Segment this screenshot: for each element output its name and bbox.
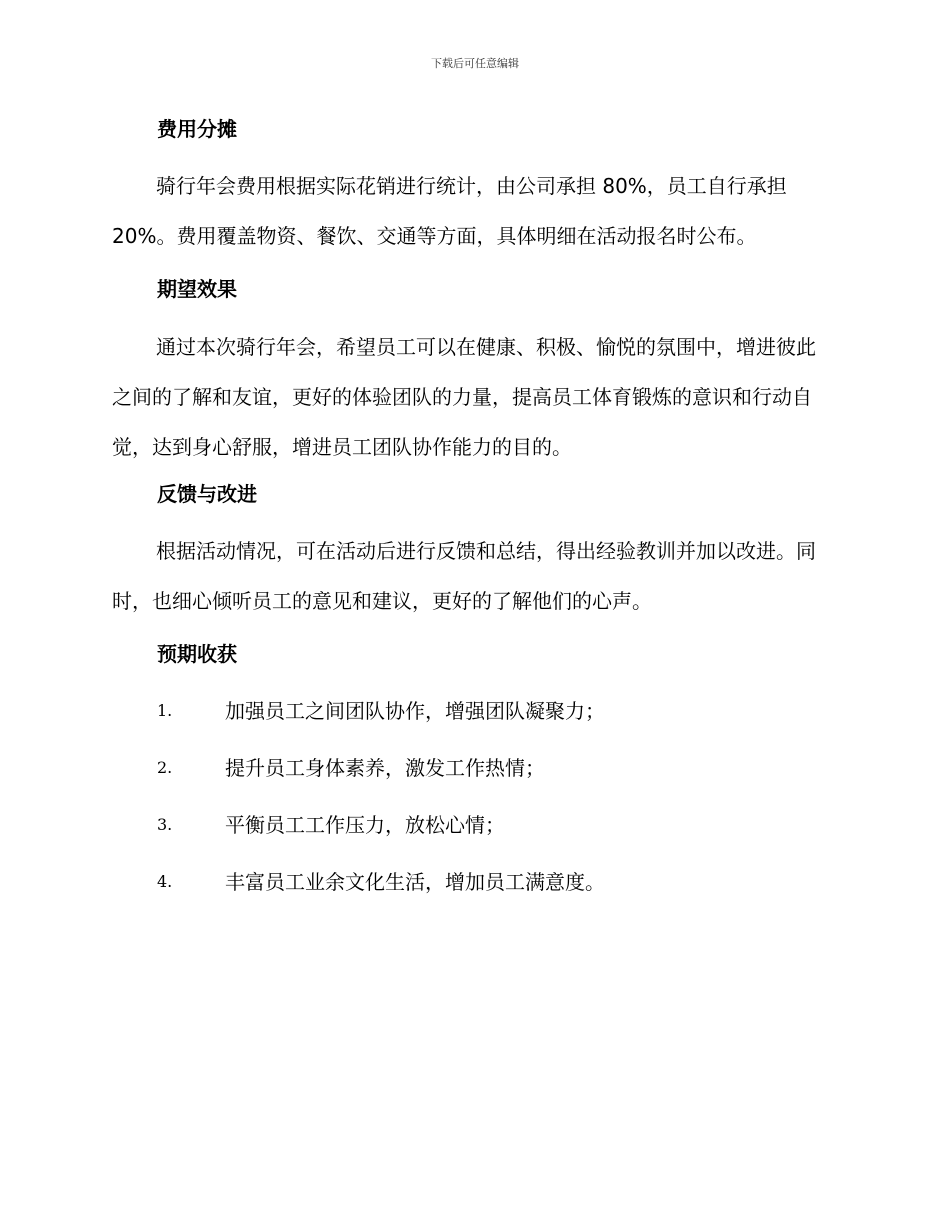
list-item [157, 753, 797, 783]
section-heading-cost-sharing: 费用分摊 [157, 117, 237, 141]
list-item-text: 平衡员工工作压力，放松心情； [225, 813, 505, 837]
list-item-number: 1. [157, 701, 173, 720]
list-item-number: 4. [157, 872, 173, 891]
list-item-number: 2. [157, 758, 173, 777]
section-heading-feedback: 反馈与改进 [157, 482, 257, 506]
list-item-text: 提升员工身体素养，激发工作热情； [225, 756, 545, 780]
page-header: 下载后可任意编辑 [431, 57, 519, 70]
list-item [157, 810, 797, 840]
list-item [157, 696, 797, 726]
list-item-text: 加强员工之间团队协作，增强团队凝聚力； [225, 699, 605, 723]
list-item [157, 867, 797, 897]
list-item-text: 丰富员工业余文化生活，增加员工满意度。 [225, 870, 605, 894]
section-paragraph-feedback: 根据活动情况，可在活动后进行反馈和总结，得出经验教训并加以改进。同时，也细心倾听员工的意见和建议，更好的了解他们的心声。 [112, 539, 816, 613]
section-paragraph-expected-effect: 通过本次骑行年会，希望员工可以在健康、积极、愉悦的氛围中，增进彼此之间的了解和友谊，更好的体验团队的力量，提高员工体育锻炼的意识和行动自觉，达到身心舒服，增进员工团队协作能力的目的。 [112, 335, 816, 459]
section-paragraph-cost-sharing: 骑行年会费用根据实际花销进行统计，由公司承担 80%，员工自行承担 20%。费用覆盖物资、餐饮、交通等方面，具体明细在活动报名时公布。 [112, 174, 787, 248]
list-item-number: 3. [157, 815, 173, 834]
section-heading-expected-gains: 预期收获 [157, 642, 237, 666]
section-heading-expected-effect: 期望效果 [157, 277, 237, 301]
